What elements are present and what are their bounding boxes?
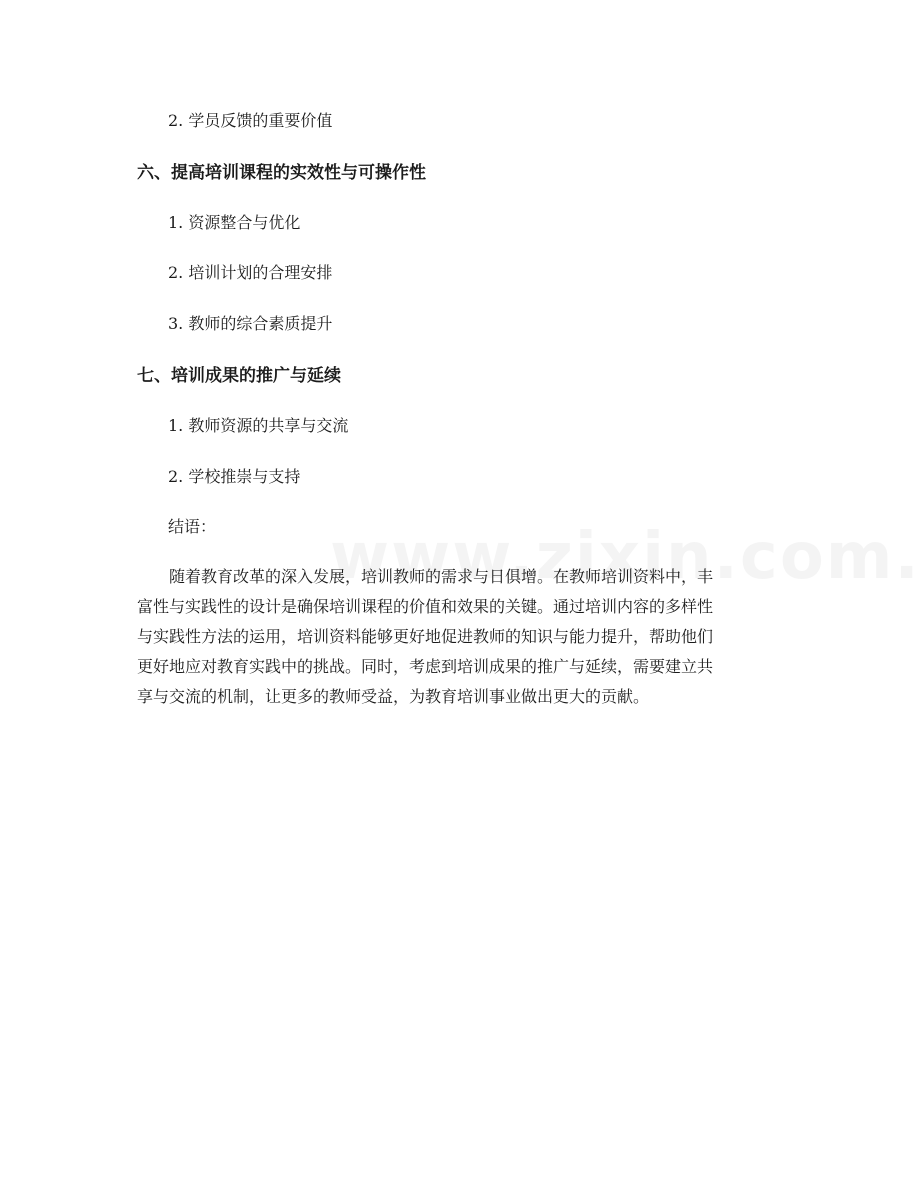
paragraph-line: 更好地应对教育实践中的挑战。同时，考虑到培训成果的推广与延续，需要建立共 [137,657,714,676]
conclusion-label: 结语： [168,517,217,536]
list-item-teacher-quality: 3. 教师的综合素质提升 [168,314,333,333]
list-item-training-plan: 2. 培训计划的合理安排 [168,263,333,282]
paragraph-line: 随着教育改革的深入发展，培训教师的需求与日俱增。在教师培训资料中，丰 [169,567,714,586]
list-item-resource-sharing: 1. 教师资源的共享与交流 [168,416,349,435]
list-item-student-feedback: 2. 学员反馈的重要价值 [168,111,333,130]
section-heading-6: 六、提高培训课程的实效性与可操作性 [137,163,426,183]
conclusion-paragraph [137,562,787,712]
paragraph-line: 富性与实践性的设计是确保培训课程的价值和效果的关键。通过培训内容的多样性 [137,597,714,616]
paragraph-line: 与实践性方法的运用，培训资料能够更好地促进教师的知识与能力提升，帮助他们 [137,627,714,646]
section-heading-7: 七、培训成果的推广与延续 [137,366,341,386]
list-item-school-support: 2. 学校推崇与支持 [168,467,301,486]
list-item-resource-integration: 1. 资源整合与优化 [168,213,301,232]
paragraph-line: 享与交流的机制，让更多的教师受益，为教育培训事业做出更大的贡献。 [137,687,650,706]
